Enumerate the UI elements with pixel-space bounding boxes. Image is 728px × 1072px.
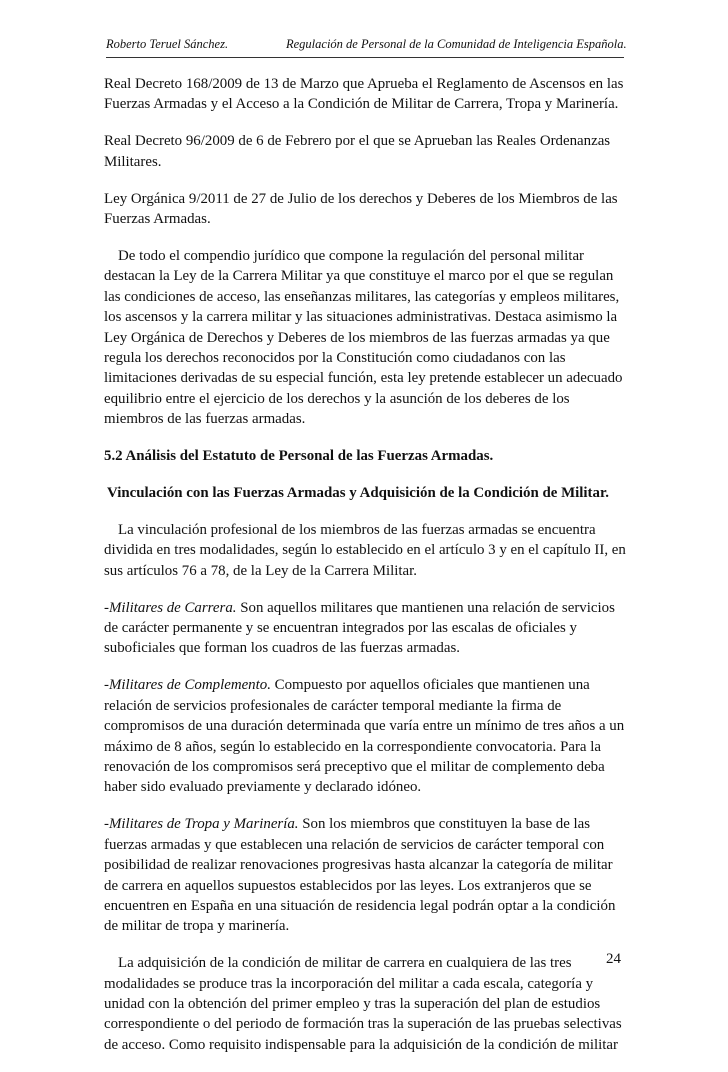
paragraph-militares-complemento	[104, 675, 626, 797]
subsection-heading: Vinculación con las Fuerzas Armadas y Adquisición de la Condición de Militar.	[107, 485, 609, 501]
text-militares-complemento: Compuesto por aquellos oficiales que mantienen una relación de servicios profesionales de carácter temporal mediante la firma de compromisos de una duración determinada que varía entre un mínimo de tres años a un máximo de 8 años, según lo establecido en la correspondiente convocatoria. Para la renovación de los compromisos será preceptivo que el militar de complemento deba haber sido evaluado previamente y declarado idóneo.	[104, 677, 625, 796]
document-body	[104, 74, 626, 1072]
header-divider	[106, 57, 624, 58]
page-number: 24	[606, 951, 621, 967]
text-militares-tropa: Son los miembros que constituyen la base de las fuerzas armadas y que establecen una relación de servicios de carácter temporal con posibilidad de realizar renovaciones progresivas hasta alcanzar la categoría de militar de carrera en aquellos supuestos establecidos por las leyes. Los extranjeros que se encuentren en España en una situación de residencia legal podrán optar a la condición de militar de tropa y marinería.	[104, 816, 616, 935]
paragraph-compendio: De todo el compendio jurídico que compone la regulación del personal militar destacan la Ley de la Carrera Militar ya que constituye el marco por el que se regulan las condiciones de acceso, las enseñanzas militares, las categorías y empleos militares, los ascensos y la carrera militar y las situaciones administrativas. Destaca asimismo la Ley Orgánica de Derechos y Deberes de los miembros de las fuerzas armadas ya que regula los derechos reconocidos por la Constitución como ciudadanos con las limitaciones derivadas de su especial función, esta ley pretende establecer un adecuado equilibrio entre el ejercicio de los derechos y la asunción de los deberes de los miembros de las fuerzas armadas.	[104, 247, 623, 428]
term-militares-carrera: -Militares de Carrera.	[104, 599, 237, 616]
paragraph-real-decreto-96: Real Decreto 96/2009 de 6 de Febrero por el que se Aprueban las Reales Ordenanzas Militares.	[104, 133, 611, 170]
header-title: Regulación de Personal de la Comunidad de Inteligencia Española.	[286, 37, 627, 51]
text-militares-carrera: Son aquellos militares que mantienen una relación de servicios de carácter permanente y se encuentran integrados por las escalas de oficiales y suboficiales que forman los cuadros de las fuerzas armadas.	[104, 599, 615, 657]
paragraph-ley-organica-9: Ley Orgánica 9/2011 de 27 de Julio de los derechos y Deberes de los Miembros de las Fuerzas Armadas.	[104, 190, 618, 228]
paragraph-militares-carrera	[104, 598, 626, 659]
paragraph-adquisicion: La adquisición de la condición de militar de carrera en cualquiera de las tres modalidades se produce tras la incorporación del militar a cada escala, categoría y unidad con la obtención del primer empleo y tras la superación del plan de estudios correspondiente o del periodo de formación tras la superación de las pruebas selectivas de acceso. Como requisito indispensable para la adquisición de la condición de militar	[104, 955, 622, 1053]
term-militares-tropa: -Militares de Tropa y Marinería.	[104, 816, 299, 833]
term-militares-complemento: -Militares de Complemento.	[104, 677, 271, 694]
paragraph-real-decreto-168: Real Decreto 168/2009 de 13 de Marzo que Aprueba el Reglamento de Ascensos en las Fuerzas Armadas y el Acceso a la Condición de Militar de Carrera, Tropa y Marinería.	[104, 76, 624, 113]
paragraph-vinculacion: La vinculación profesional de los miembros de las fuerzas armadas se encuentra dividida en tres modalidades, según lo establecido en el artículo 3 y en el capítulo II, en sus artículos 76 a 78, de la Ley de la Carrera Militar.	[104, 521, 626, 579]
section-heading: 5.2 Análisis del Estatuto de Personal de las Fuerzas Armadas.	[104, 448, 494, 465]
paragraph-militares-tropa	[104, 814, 626, 936]
header-author: Roberto Teruel Sánchez.	[106, 37, 229, 51]
